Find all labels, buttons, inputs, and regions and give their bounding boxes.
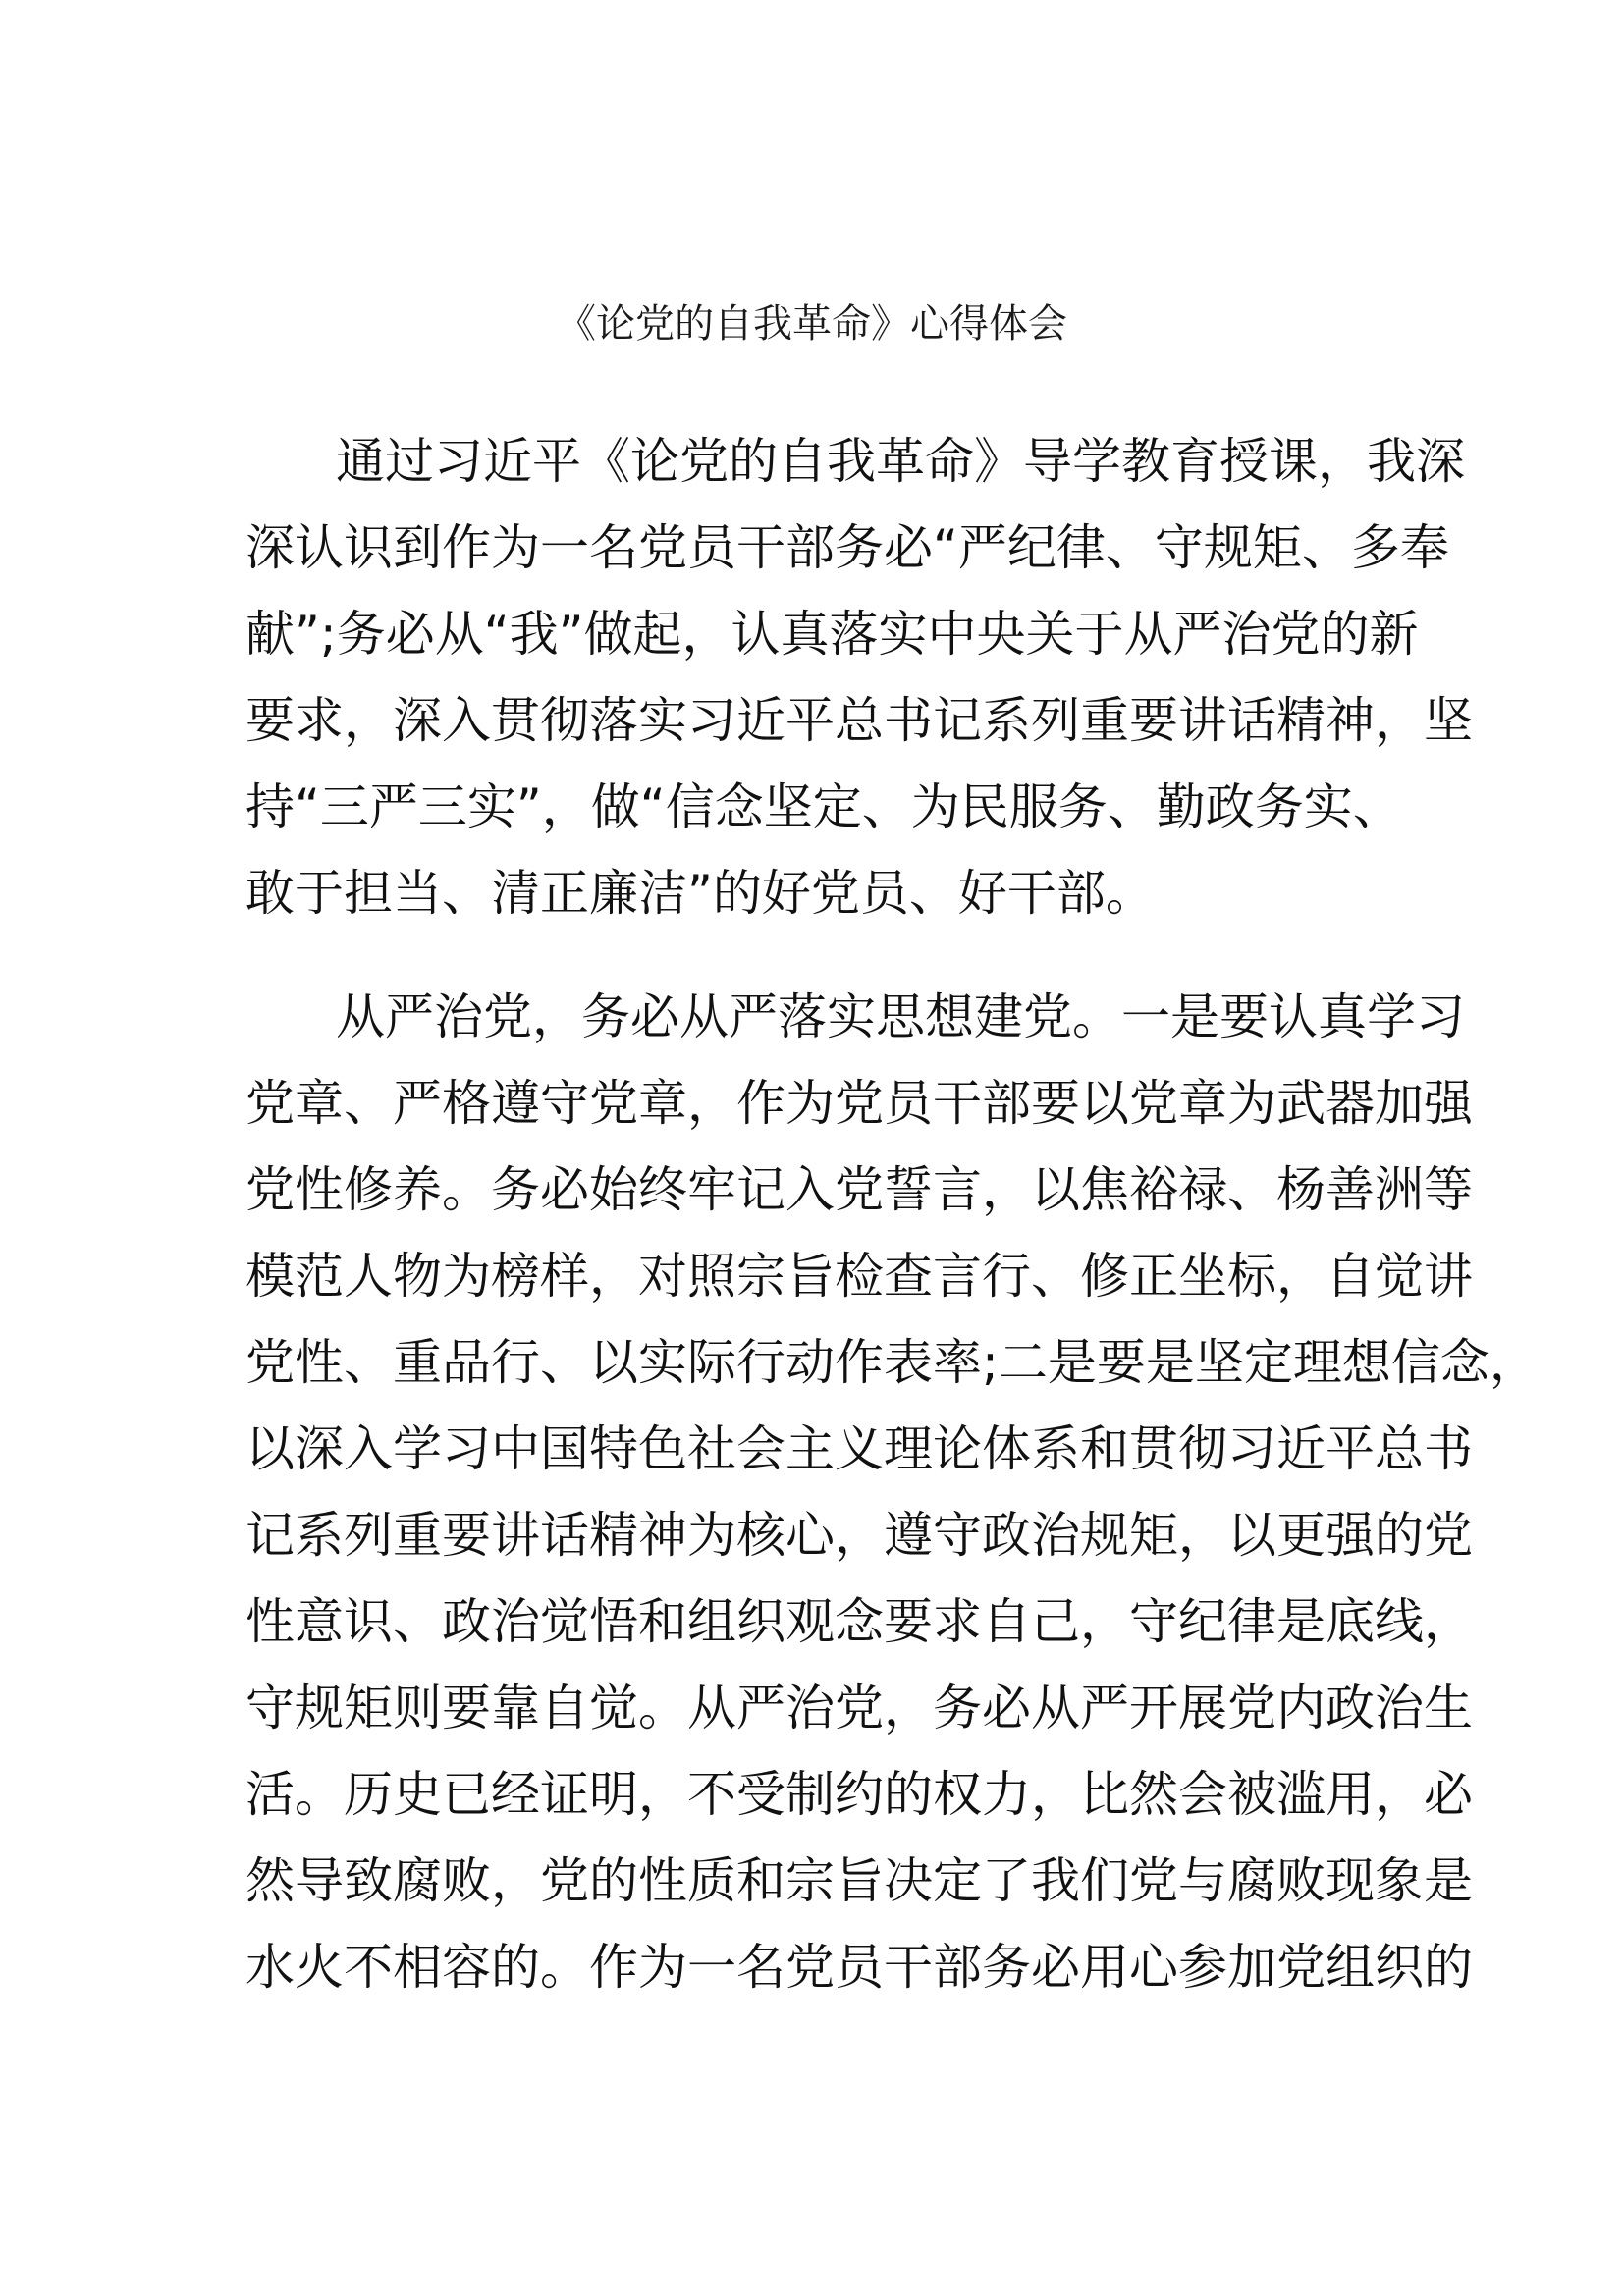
paragraph-2: [245, 974, 1539, 2010]
paragraph-line: 活。历史已经证明，不受制约的权力，比然会被滥用，必: [245, 1766, 1473, 1823]
paragraph-line: 深认识到作为一名党员干部务必“严纪律、守规矩、多奉: [245, 519, 1449, 576]
paragraph-line: 党性、重品行、以实际行动作表率;二是要是坚定理想信念，: [245, 1334, 1539, 1391]
paragraph-line: 模范人物为榜样，对照宗旨检查言行、修正坐标，自觉讲: [245, 1248, 1473, 1305]
paragraph-line: 以深入学习中国特色社会主义理论体系和贯彻习近平总书: [245, 1420, 1473, 1477]
paragraph-line: 通过习近平《论党的自我革命》导学教育授课，我深: [336, 433, 1465, 490]
document-title: 《论党的自我革命》心得体会: [557, 301, 1067, 347]
paragraph-line: 献”;务必从“我”做起，认真落实中央关于从严治党的新: [245, 606, 1419, 663]
paragraph-line: 从严治党，务必从严落实思想建党。一是要认真学习: [336, 988, 1465, 1045]
paragraph-line: 守规矩则要靠自觉。从严治党，务必从严开展党内政治生: [245, 1680, 1473, 1736]
paragraph-line: 性意识、政治觉悟和组织观念要求自己，守纪律是底线，: [245, 1593, 1473, 1650]
paragraph-line: 要求，深入贯彻落实习近平总书记系列重要讲话精神，坚: [245, 692, 1473, 749]
paragraph-line: 持“三严三实”，做“信念坚定、为民服务、勤政务实、: [245, 778, 1402, 835]
paragraph-1: [245, 418, 1473, 936]
paragraph-line: 党章、严格遵守党章，作为党员干部要以党章为武器加强: [245, 1075, 1473, 1132]
paragraph-line: 记系列重要讲话精神为核心，遵守政治规矩，以更强的党: [245, 1507, 1473, 1564]
paragraph-line: 水火不相容的。作为一名党员干部务必用心参加党组织的: [245, 1939, 1473, 1996]
paragraph-line: 然导致腐败，党的性质和宗旨决定了我们党与腐败现象是: [245, 1852, 1473, 1909]
paragraph-line: 党性修养。务必始终牢记入党誓言，以焦裕禄、杨善洲等: [245, 1161, 1473, 1218]
paragraph-line: 敢于担当、清正廉洁”的好党员、好干部。: [245, 865, 1155, 922]
